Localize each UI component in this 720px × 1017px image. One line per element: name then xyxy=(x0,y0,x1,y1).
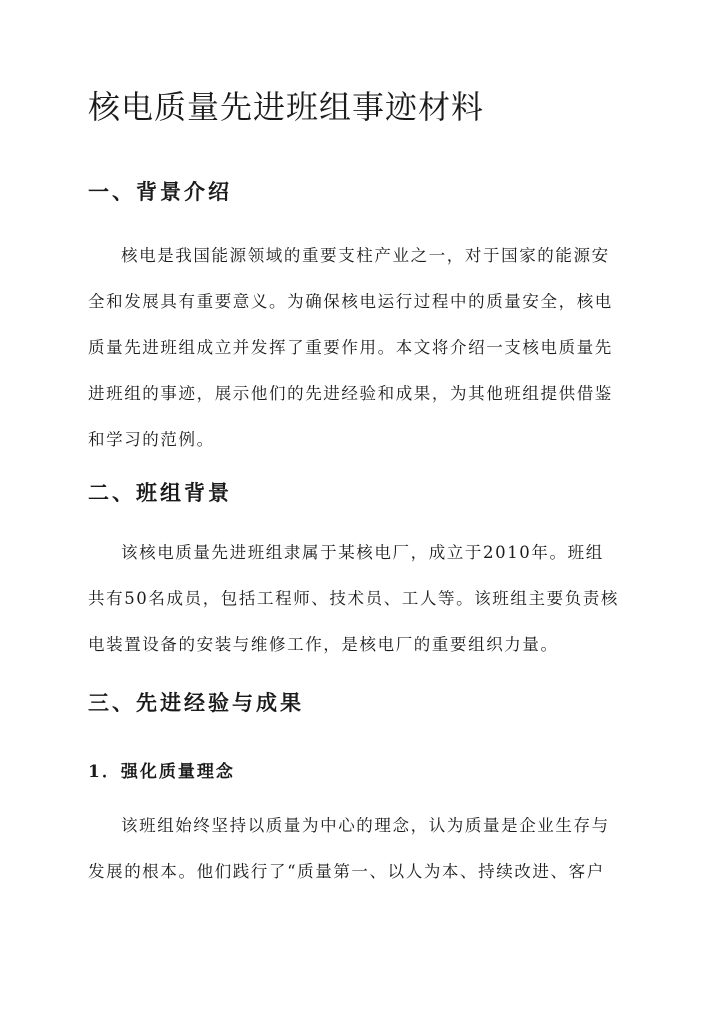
section-heading-background: 一、背景介绍 xyxy=(88,179,232,204)
section-paragraph-team-background xyxy=(88,530,633,668)
paragraph-line: 和学习的范例。 xyxy=(88,430,215,449)
document-title: 核电质量先进班组事迹材料 xyxy=(88,88,485,126)
paragraph-line: 该核电质量先进班组隶属于某核电厂，成立于2010年。班组 xyxy=(121,543,604,562)
paragraph-line: 该班组始终坚持以质量为中心的理念，认为质量是企业生存与 xyxy=(121,816,610,835)
subsection-heading-quality-concept: 1．强化质量理念 xyxy=(88,762,235,782)
paragraph-line: 核电是我国能源领域的重要支柱产业之一，对于国家的能源安 xyxy=(121,246,610,265)
subsection-paragraph-quality-concept xyxy=(88,803,633,895)
paragraph-line: 发展的根本。他们践行了“质量第一、以人为本、持续改进、客户 xyxy=(88,862,605,881)
paragraph-line: 质量先进班组成立并发挥了重要作用。本文将介绍一支核电质量先 xyxy=(88,338,613,357)
section-heading-experience: 三、先进经验与成果 xyxy=(88,690,304,715)
paragraph-line: 电装置设备的安装与维修工作，是核电厂的重要组织力量。 xyxy=(88,635,559,654)
section-heading-team-background: 二、班组背景 xyxy=(88,480,232,505)
paragraph-line: 全和发展具有重要意义。为确保核电运行过程中的质量安全，核电 xyxy=(88,292,613,311)
paragraph-line: 共有50名成员，包括工程师、技术员、工人等。该班组主要负责核 xyxy=(88,589,619,608)
paragraph-line: 进班组的事迹，展示他们的先进经验和成果，为其他班组提供借鉴 xyxy=(88,384,613,403)
section-paragraph-background xyxy=(88,233,633,463)
